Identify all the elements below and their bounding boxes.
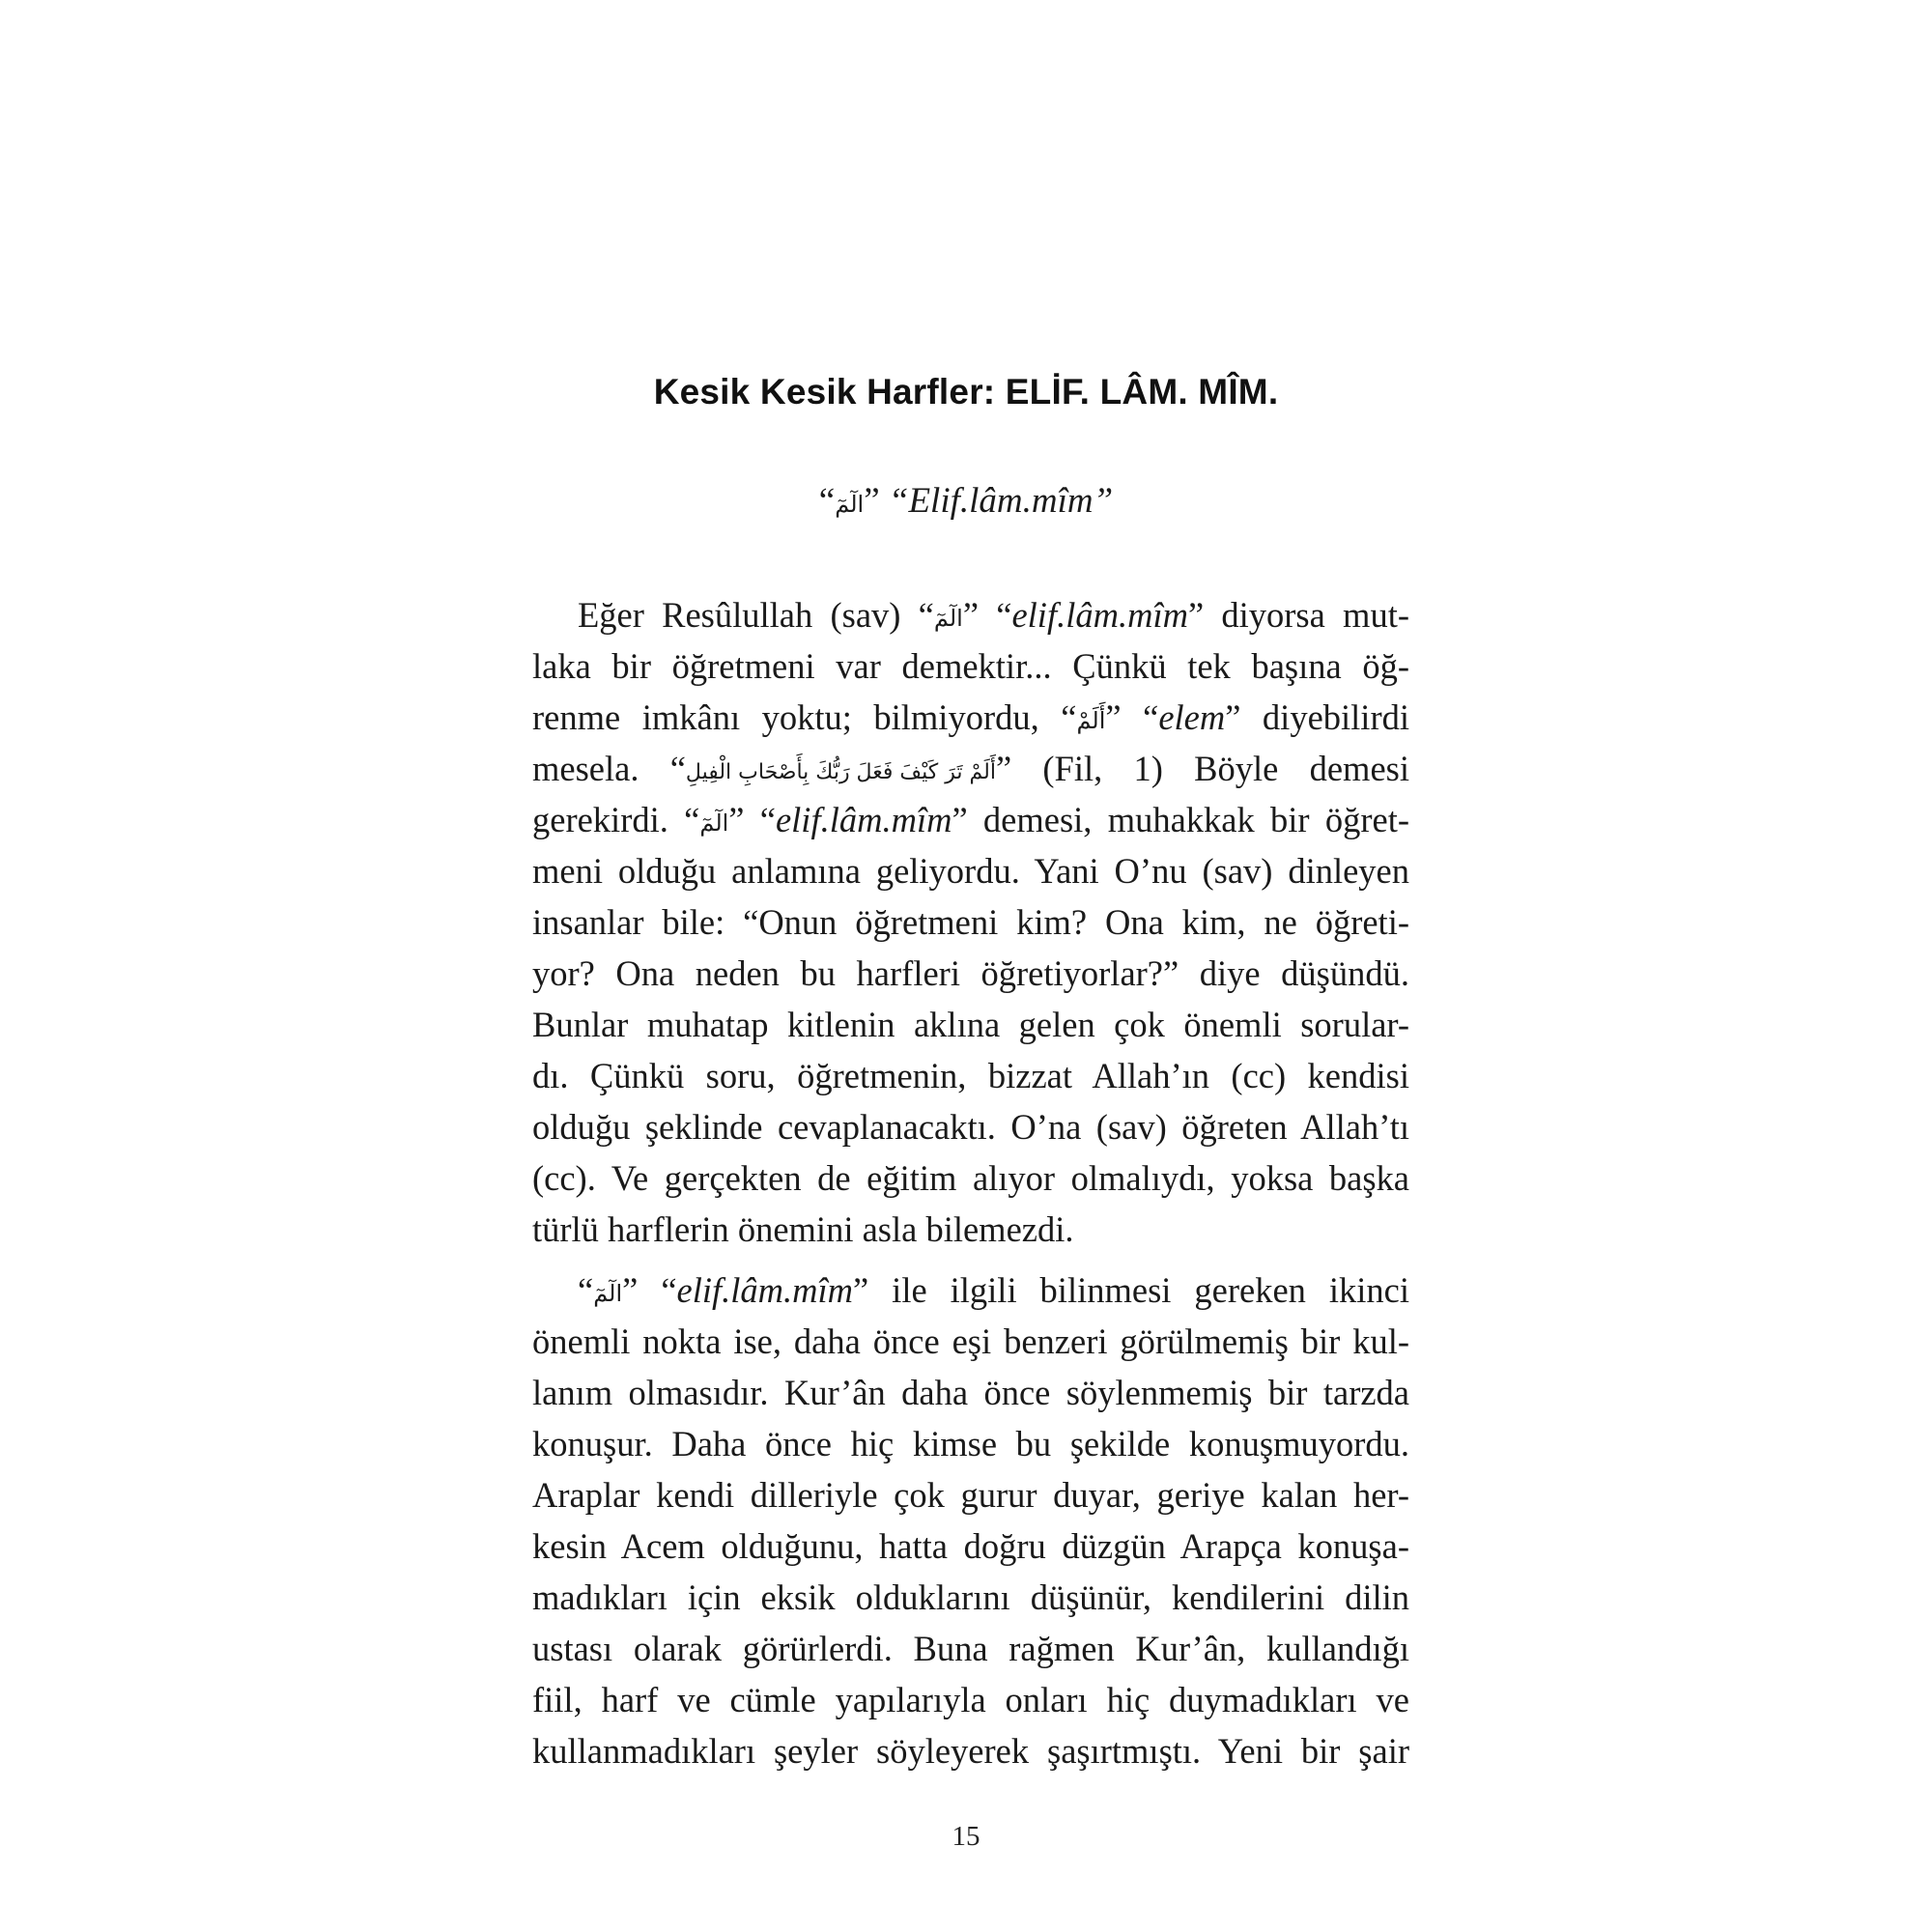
arabic-word: أَلَمْ (1076, 707, 1106, 735)
arabic-letters: الٓمٓ (699, 810, 729, 838)
paragraph-2-line-4: konuşur. Daha önce hiç kimse bu şekilde konuşmuyordu. (532, 1424, 1409, 1463)
paragraph-1-line-13: türlü harflerin önemini asla bilemezdi. (532, 1209, 1074, 1249)
text-segment: ” diyorsa mut- (1187, 595, 1409, 635)
arabic-letters: الٓمٓ (593, 1280, 623, 1308)
paragraph-1-line-4 (532, 743, 1409, 794)
italic-transliteration: elif.lâm.mîm (775, 800, 952, 839)
paragraph-2-line-2: önemli nokta ise, daha önce eşi benzeri görülmemiş bir kul- (532, 1321, 1409, 1361)
subtitle-arabic-letters: الٓمٓ (835, 490, 865, 518)
text-segment: Eğer Resûlullah (sav) “ (578, 595, 934, 635)
paragraph-2-line-6: kesin Acem olduğunu, hatta doğru düzgün Arapça konuşa- (532, 1526, 1409, 1566)
text-segment: ” (Fil, 1) Böyle demesi (995, 749, 1409, 788)
text-segment: ” “ (1105, 697, 1159, 737)
subtitle-close-quote: ” (864, 481, 880, 521)
paragraph-1-line-5 (532, 794, 1409, 845)
paragraph-1-line-11: olduğu şeklinde cevaplanacaktı. O’na (sav) öğreten Allah’tı (532, 1107, 1409, 1147)
text-segment: ” diyebilirdi (1225, 697, 1409, 737)
paragraph-2-line-7: madıkları için eksik olduklarını düşünür, kendilerini dilin (532, 1577, 1409, 1617)
paragraph-1-line-7: insanlar bile: “Onun öğretmeni kim? Ona kim, ne öğreti- (532, 902, 1409, 942)
paragraph-1-line-6: meni olduğu anlamına geliyordu. Yani O’nu (sav) dinleyen (532, 851, 1409, 891)
arabic-letters: الٓمٓ (933, 605, 963, 633)
italic-transliteration: elif.lâm.mîm (1011, 595, 1188, 635)
chapter-title: Kesik Kesik Harfler: ELİF. LÂM. MÎM. (653, 372, 1279, 412)
text-segment: ” “ (728, 800, 776, 839)
italic-transliteration: elif.lâm.mîm (676, 1270, 854, 1310)
paragraph-2-line-10: kullanmadıkları şeyler söyleyerek şaşırtmıştı. Yeni bir şair (532, 1731, 1409, 1771)
page-number: 15 (952, 1821, 980, 1852)
text-segment: ” ile ilgili bilinmesi gereken ikinci (853, 1270, 1409, 1310)
paragraph-1-line-8: yor? Ona neden bu harfleri öğretiyorlar?” diye düşündü. (532, 953, 1409, 993)
italic-transliteration: elem (1158, 697, 1226, 737)
paragraph-2-line-9: fiil, harf ve cümle yapılarıyla onları hiç duymadıkları ve (532, 1680, 1409, 1719)
paragraph-2-line-5: Araplar kendi dilleriyle çok gurur duyar, geriye kalan her- (532, 1475, 1409, 1515)
paragraph-1-line-1 (578, 589, 1409, 640)
paragraph-1-line-9: Bunlar muhatap kitlenin aklına gelen çok önemli sorular- (532, 1005, 1409, 1044)
paragraph-1-line-3 (532, 692, 1409, 743)
paragraph-2-line-8: ustası olarak görürlerdi. Buna rağmen Kur’ân, kullandığı (532, 1629, 1409, 1668)
text-segment: gerekirdi. “ (532, 800, 700, 839)
chapter-subtitle (0, 480, 1932, 522)
text-segment: ” “ (962, 595, 1012, 635)
text-segment: renme imkânı yoktu; bilmiyordu, “ (532, 697, 1077, 737)
arabic-verse: أَلَمْ تَرَ كَيْفَ فَعَلَ رَبُّكَ بِأَصْحَابِ الْفِيلِ (685, 760, 996, 785)
paragraph-1-line-12: (cc). Ve gerçekten de eğitim alıyor olmalıydı, yoksa başka (532, 1158, 1409, 1198)
text-segment: “ (578, 1270, 594, 1310)
paragraph-2-line-1 (578, 1264, 1409, 1316)
paragraph-1-line-2: laka bir öğretmeni var demektir... Çünkü tek başına öğ- (532, 646, 1409, 686)
text-segment: ” demesi, muhakkak bir öğret- (952, 800, 1409, 839)
text-segment: ” “ (622, 1270, 677, 1310)
subtitle-transliteration: “Elif.lâm.mîm” (888, 481, 1114, 521)
paragraph-2-line-3: lanım olmasıdır. Kur’ân daha önce söylenmemiş bir tarzda (532, 1373, 1409, 1412)
text-segment: mesela. “ (532, 749, 686, 788)
paragraph-1-line-10: dı. Çünkü soru, öğretmenin, bizzat Allah’ın (cc) kendisi (532, 1056, 1409, 1095)
subtitle-open-quote: “ (818, 481, 836, 521)
